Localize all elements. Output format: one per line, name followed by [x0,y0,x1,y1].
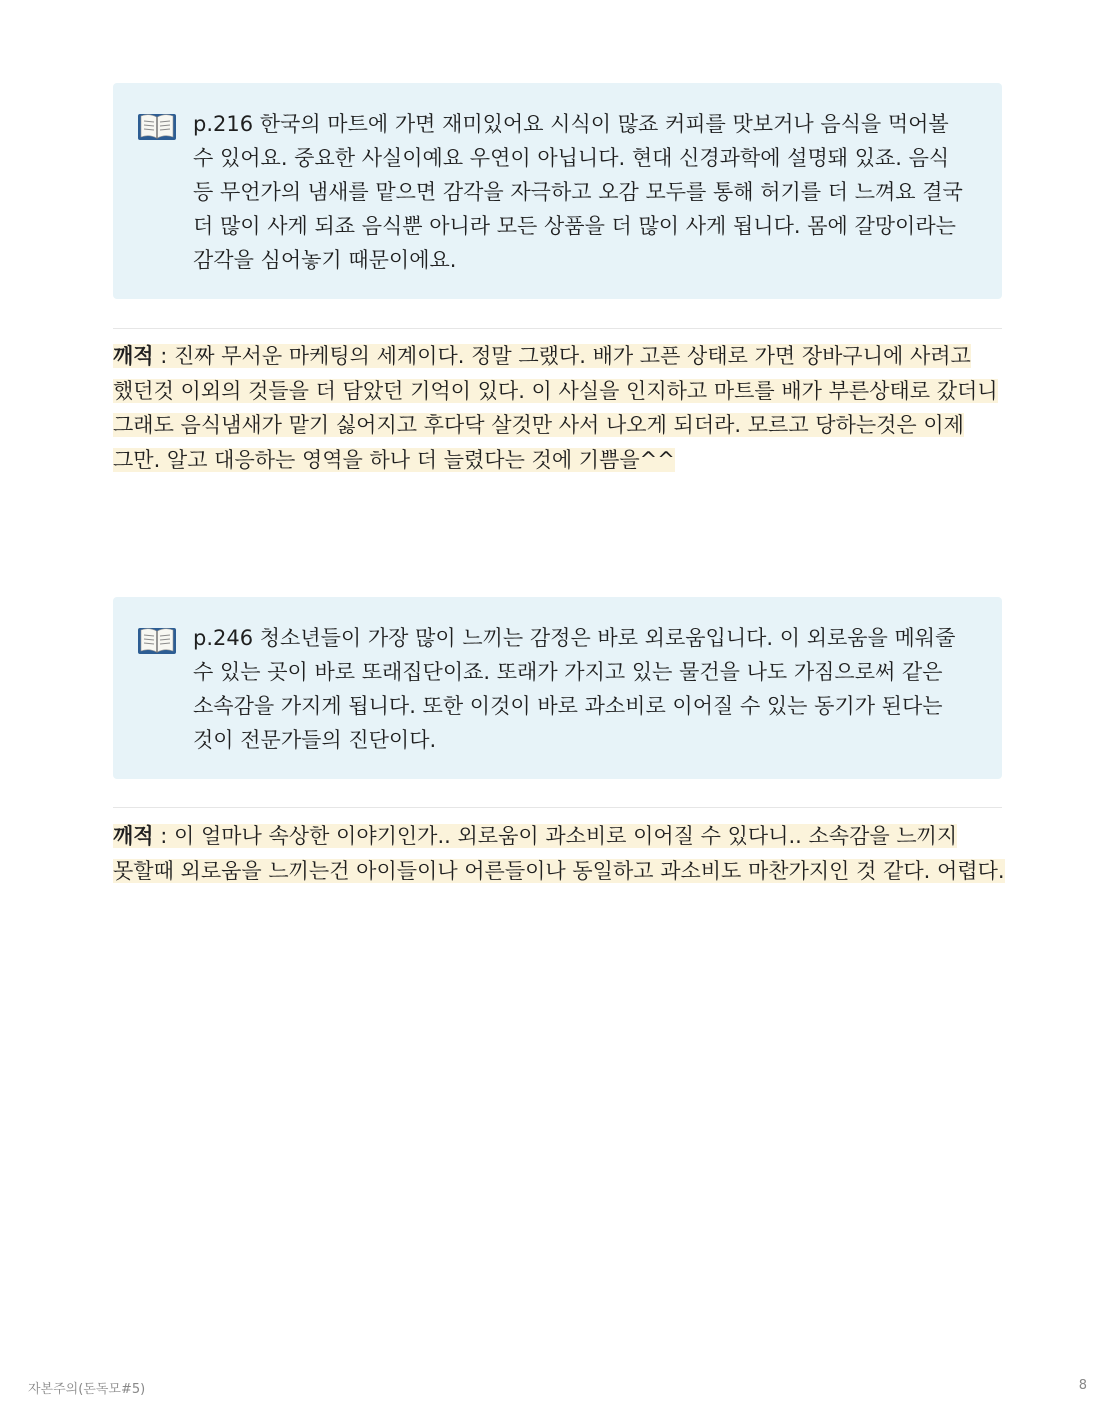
comment-label: 깨적 [113,344,154,368]
comment-label: 깨적 [113,824,154,848]
book-icon [137,625,177,661]
comment-text: 진짜 무서운 마케팅의 세계이다. 정말 그랬다. 배가 고픈 상태로 가면 장바구니에 사려고 했던것 이외의 것들을 더 담았던 기억이 있다. 이 사실을 인지하고 마트를 배가 부른상태로 갔더니 그래도 음식냄새가 맡기 싫어지고 후다닥 살것만 사서 나오게 되더라. 모르고 당하는것은 이제 그만. 알고 대응하는 영역을 하나 더 늘렸다는 것에 기쁨을^^ [113,344,998,472]
quote-callout [113,83,1002,299]
footer-document-title: 자본주의(돈독모#5) [28,1382,146,1397]
footer-page-number: 8 [1078,1378,1087,1393]
comment-separator: : [153,344,175,368]
comment-paragraph [113,819,1008,888]
comment-text: 이 얼마나 속상한 이야기인가.. 외로움이 과소비로 이어질 수 있다니.. 소속감을 느끼지 못할때 외로움을 느끼는건 아이들이나 어른들이나 동일하고 과소비도 마찬가지인 것 같다. 어렵다. [113,824,1005,883]
comment-separator: : [153,824,175,848]
quote-text: p.216 한국의 마트에 가면 재미있어요 시식이 많죠 커피를 맛보거나 음식을 먹어볼 수 있어요. 중요한 사실이예요 우연이 아닙니다. 현대 신경과학에 설명돼 있죠. 음식 등 무언가의 냄새를 맡으면 감각을 자극하고 오감 모두를 통해 허기를 더 느껴요 결국 더 많이 사게 되죠 음식뿐 아니라 모든 상품을 더 많이 사게 됩니다. 몸에 갈망이라는 감각을 심어놓기 때문이에요. [193,112,963,272]
book-icon [137,111,177,147]
divider [113,328,1002,329]
divider [113,807,1002,808]
comment-paragraph [113,339,1008,477]
quote-text: p.246 청소년들이 가장 많이 느끼는 감정은 바로 외로움입니다. 이 외로움을 메워줄 수 있는 곳이 바로 또래집단이죠. 또래가 가지고 있는 물건을 나도 가짐으로써 같은 소속감을 가지게 됩니다. 또한 이것이 바로 과소비로 이어질 수 있는 동기가 된다는 것이 전문가들의 진단이다. [193,626,956,752]
quote-callout [113,597,1002,779]
